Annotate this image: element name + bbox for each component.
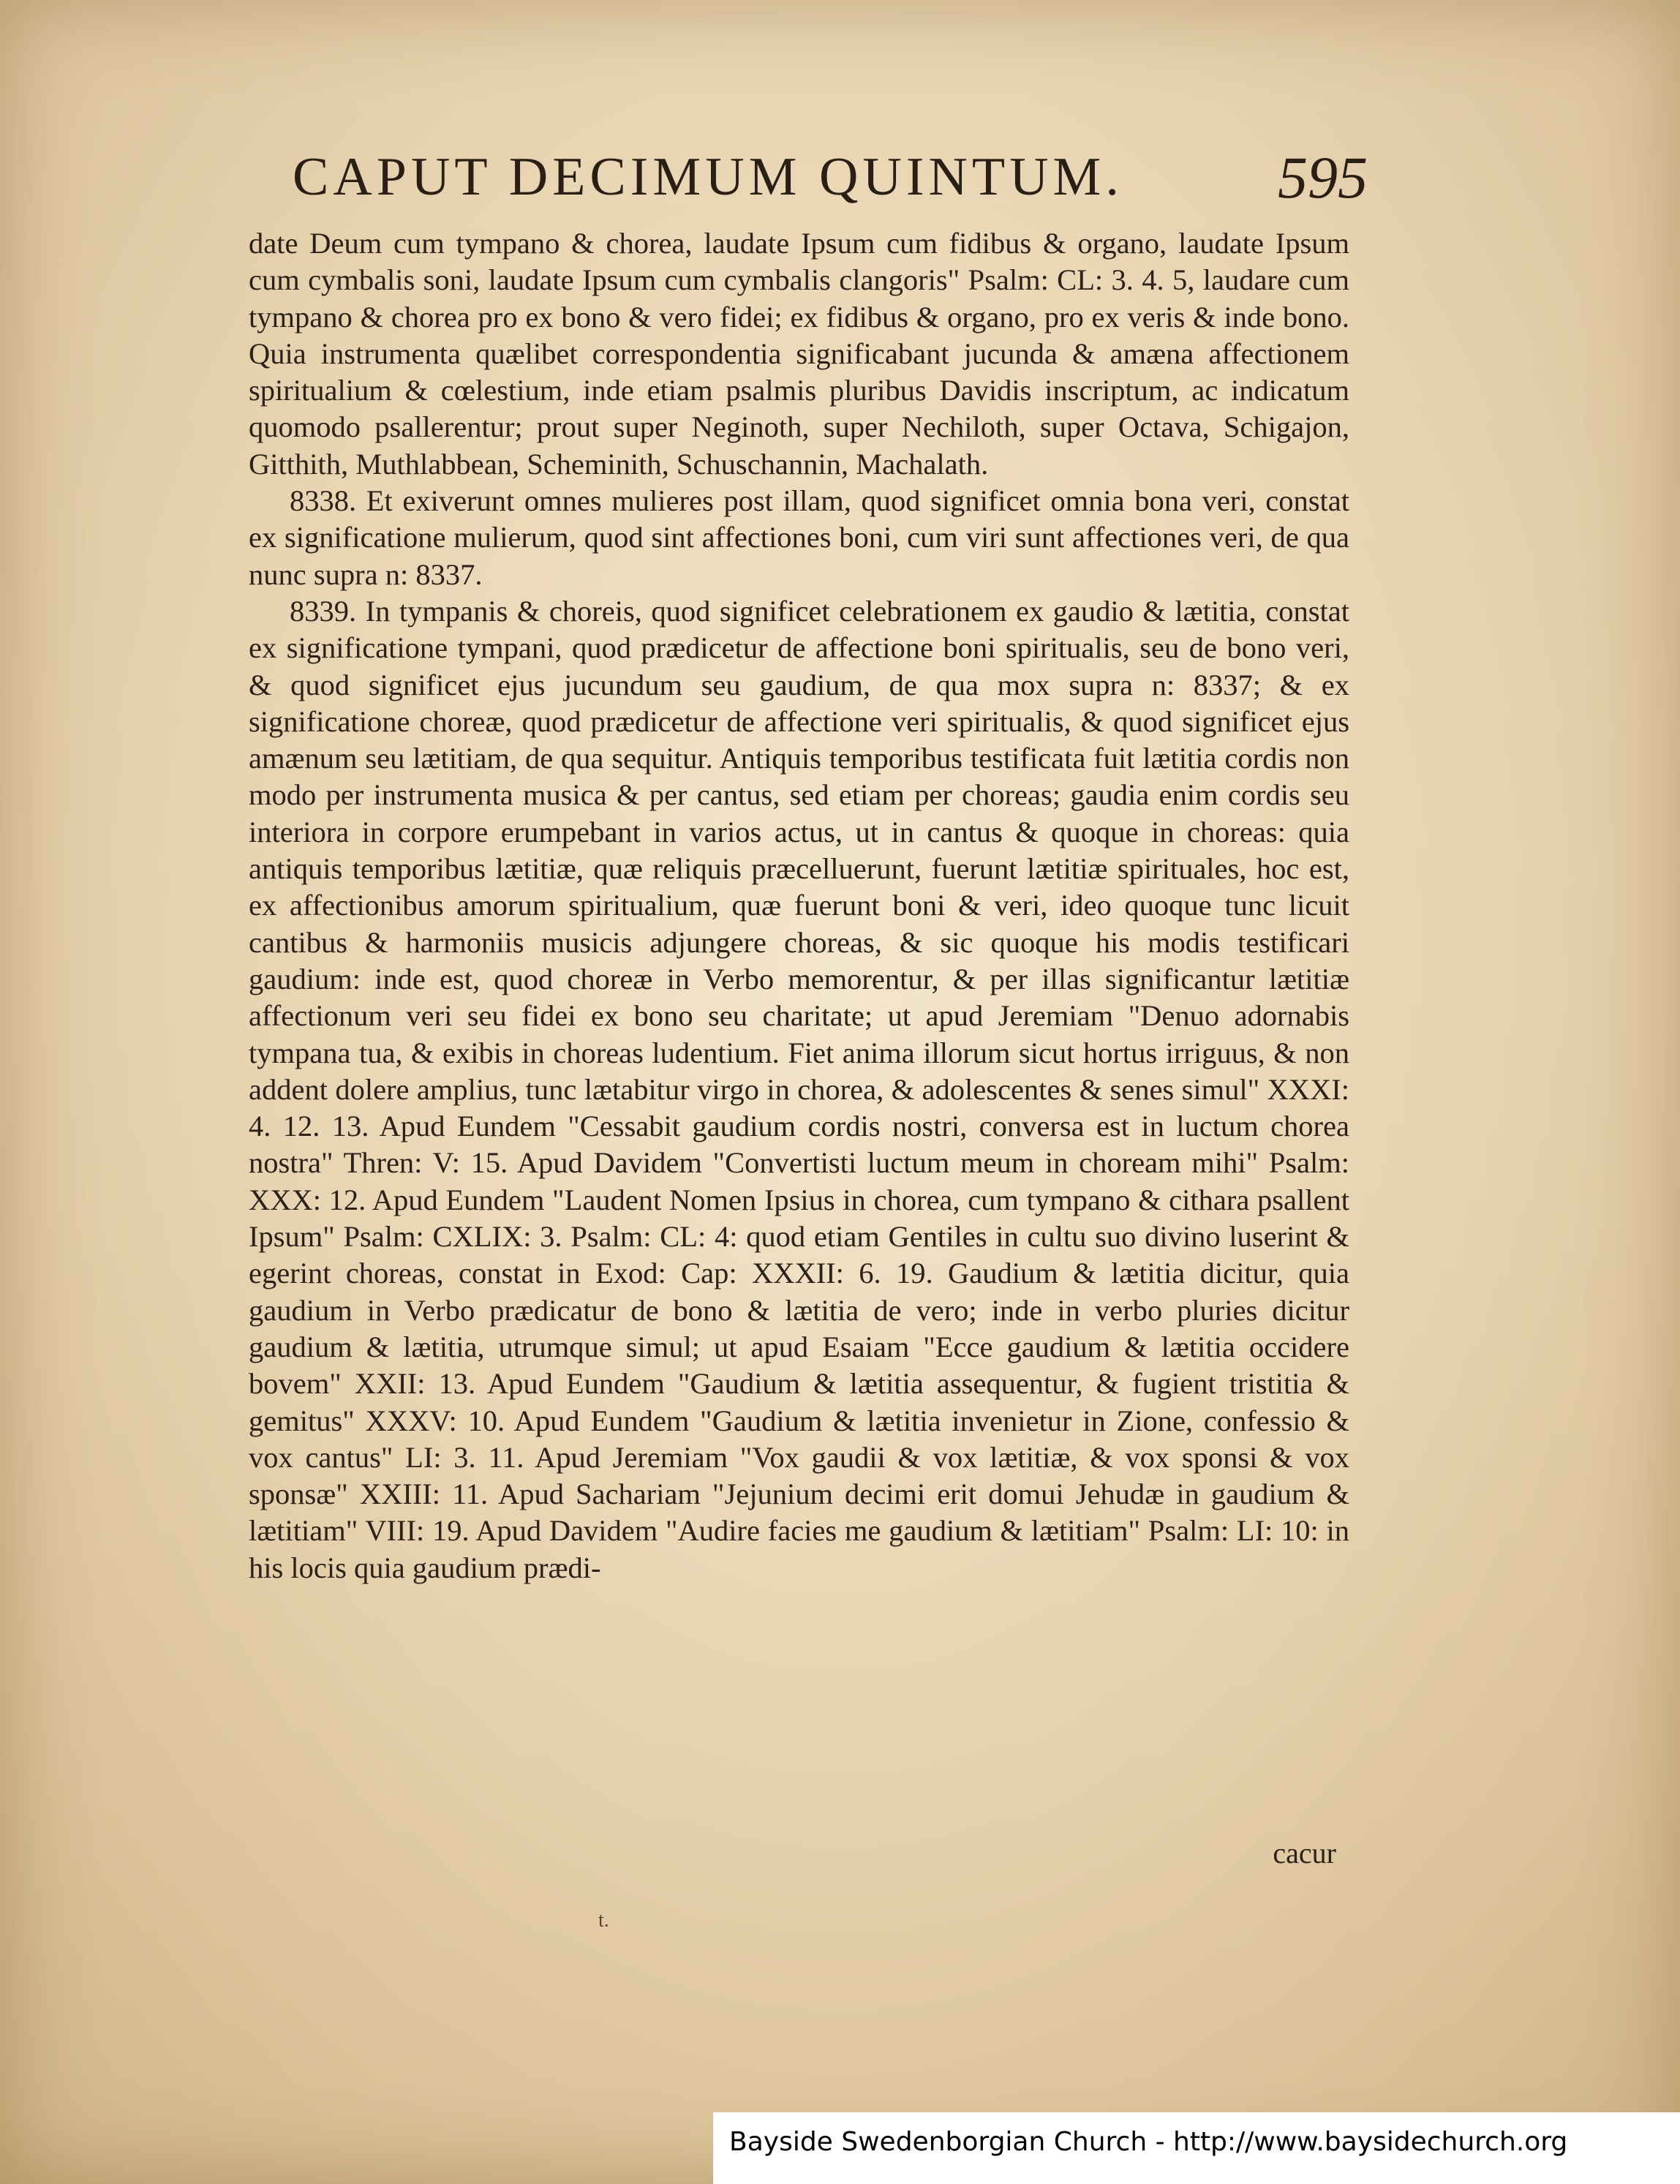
page-number: 595 [1278,144,1368,211]
paragraph-8338: 8338. Et exiverunt omnes mulieres post illam, quod significet omnia bona veri, constat ex significatione mulierum, quod sint affectiones boni, cum viri sunt affectiones veri, de qua nunc supra n: 8337. [249,484,1349,591]
body-text [249,225,1349,1586]
catchword: cacur [1273,1837,1336,1869]
footer-credit-text: Bayside Swedenborgian Church - http://www.baysidechurch.org [729,2127,1568,2157]
stray-ink-mark: t. [598,1909,609,1932]
page-header [293,146,1368,227]
watermark-footer [713,2112,1680,2184]
paragraph-continuation: date Deum cum tympano & chorea, laudate Ipsum cum fidibus & organo, laudate Ipsum cum cymbalis soni, laudate Ipsum cum cymbalis clangoris" Psalm: CL: 3. 4. 5, laudare cum tympano & chorea pro ex bono & vero fidei; ex fidibus & organo, pro ex veris & inde bono. Quia instrumenta quælibet correspondentia significabant jucunda & amæna affectionem spiritualium & cœlestium, inde etiam psalmis pluribus Davidis inscriptum, ac indicatum quomodo psallerentur; prout super Neginoth, super Nechiloth, super Octava, Schigajon, Gitthith, Muthlabbean, Scheminith, Schuschannin, Machalath. [249,227,1349,481]
running-title: CAPUT DECIMUM QUINTUM. [293,147,1123,207]
paragraph-8339: 8339. In tympanis & choreis, quod significet celebrationem ex gaudio & lætitia, constat ex significatione tympani, quod prædicetur de affectione boni spiritualis, seu de bono veri, & quod significet ejus jucundum seu gaudium, de qua mox supra n: 8337; & ex significatione choreæ, quod prædicetur de affectione veri spiritualis, & quod significet ejus amænum seu lætitiam, de qua sequitur. Antiquis temporibus testificata fuit lætitia cordis non modo per instrumenta musica & per cantus, sed etiam per choreas; gaudia enim cordis seu interiora in corpore erumpebant in varios actus, ut in cantus & quoque in choreas: quia antiquis temporibus lætitiæ, quæ reliquis præcelluerunt, fuerunt lætitiæ spirituales, hoc est, ex affectionibus amorum spiritualium, quæ fuerunt boni & veri, ideo quoque tunc licuit cantibus & harmoniis musicis adjungere choreas, & sic quoque his modis testificari gaudium: inde est, quod choreæ in Verbo memorentur, & per illas significantur lætitiæ affectionum veri seu fidei ex bono seu charitate; ut apud Jeremiam "Denuo adornabis tympana tua, & exibis in choreas ludentium. Fiet anima illorum sicut hortus irriguus, & non addent dolere amplius, tunc lætabitur virgo in chorea, & adolescentes & senes simul" XXXI: 4. 12. 13. Apud Eundem "Cessabit gaudium cordis nostri, conversa est in luctum chorea nostra" Thren: V: 15. Apud Davidem "Convertisti luctum meum in choream mihi" Psalm: XXX: 12. Apud Eundem "Laudent Nomen Ipsius in chorea, cum tympano & cithara psallent Ipsum" Psalm: CXLIX: 3. Psalm: CL: 4: quod etiam Gentiles in cultu suo divino luserint & egerint choreas, constat in Exod: Cap: XXXII: 6. 19. Gaudium & lætitia dicitur, quia gaudium in Verbo prædicatur de bono & lætitia de vero; inde in verbo pluries dicitur gaudium & lætitia, utrumque simul; ut apud Esaiam "Ecce gaudium & lætitia occidere bovem" XXII: 13. Apud Eundem "Gaudium & lætitia assequentur, & fugient tristitia & gemitus" XXXV: 10. Apud Eundem "Gaudium & lætitia invenietur in Zione, confessio & vox cantus" LI: 3. 11. Apud Jeremiam "Vox gaudii & vox lætitiæ, & vox sponsi & vox sponsæ" XXIII: 11. Apud Sachariam "Jejunium decimi erit domui Jehudæ in gaudium & lætitiam" VIII: 19. Apud Davidem "Audire facies me gaudium & lætitiam" Psalm: LI: 10: in his locis quia gaudium prædi- [249,594,1349,1584]
